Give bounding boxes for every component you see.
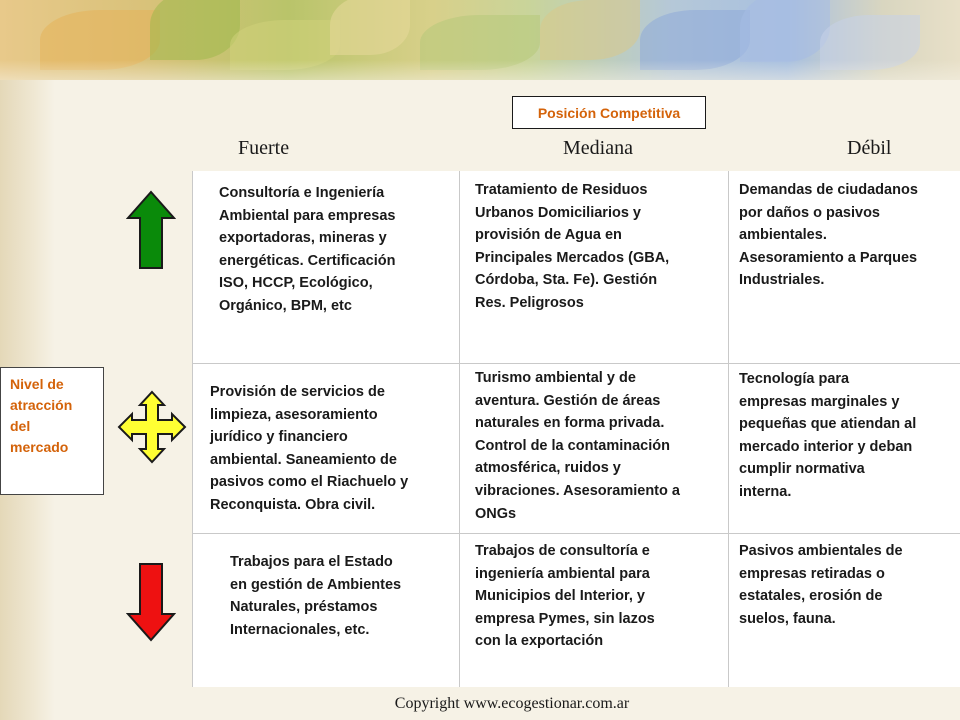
cell-line: empresa Pymes, sin lazos [475,610,655,627]
cell-line: cumplir normativa [739,461,865,478]
matrix-cell-high-strong [219,182,396,318]
column-header-debil: Débil [847,137,892,159]
row-divider [193,363,960,364]
cell-line: por daños o pasivos [739,204,880,221]
cell-line: Orgánico, BPM, etc [219,297,352,314]
down-arrow-icon [126,562,176,642]
up-arrow-icon [126,190,176,270]
matrix-cell-low-strong [230,551,401,641]
cell-line: ONGs [475,505,517,522]
cell-line: Internacionales, etc. [230,621,370,638]
cell-line: pequeñas que atiendan al [739,416,917,433]
column-divider [728,171,729,687]
matrix-cell-low-medium [475,540,655,653]
matrix-cell-medium-medium [475,367,680,525]
cell-line: Control de la contaminación [475,437,670,454]
four-way-arrow-icon [117,390,187,464]
cell-line: empresas marginales y [739,393,900,410]
cell-line: Urbanos Domiciliarios y [475,204,641,221]
cell-line: Provisión de servicios de [210,384,385,400]
cell-line: Demandas de ciudadanos [739,182,918,198]
cell-line: suelos, fauna. [739,610,836,627]
axis-label-line: mercado [10,439,69,455]
competitive-matrix [192,171,960,687]
matrix-cell-low-weak [739,540,903,630]
cell-line: energéticas. Certificación [219,252,396,269]
copyright-footer: Copyright www.ecogestionar.com.ar [394,695,630,712]
axis-label-line: Nivel de [10,376,64,392]
cell-line: Consultoría e Ingeniería [219,185,385,201]
cell-line: Trabajos de consultoría e [475,543,650,559]
cell-line: ambiental. Saneamiento de [210,451,397,468]
matrix-cell-high-medium [475,179,669,315]
row-divider [193,533,960,534]
cell-line: con la exportación [475,633,604,650]
cell-line: Municipios del Interior, y [475,588,645,605]
axis-label-line: atracción [10,397,73,413]
cell-line: Asesoramiento a Parques [739,249,918,266]
column-divider [459,171,460,687]
competitive-position-label: Posición Competitiva [512,96,706,129]
cell-line: limpieza, asesoramiento [210,406,378,423]
cell-line: Trabajos para el Estado [230,554,393,570]
cell-line: Reconquista. Obra civil. [210,496,376,513]
cell-line: interna. [739,483,792,500]
cell-line: provisión de Agua en [475,227,622,244]
cell-line: Córdoba, Sta. Fe). Gestión [475,272,658,289]
cell-line: mercado interior y deban [739,438,913,455]
cell-line: jurídico y financiero [210,429,348,446]
cell-line: Ambiental para empresas [219,207,396,224]
cell-line: aventura. Gestión de áreas [475,392,661,409]
cell-line: ingeniería ambiental para [475,565,650,582]
cell-line: en gestión de Ambientes [230,576,402,593]
cell-line: Tecnología para [739,371,850,387]
cell-line: atmosférica, ruidos y [475,460,621,477]
column-header-fuerte: Fuerte [238,137,290,159]
cell-line: Naturales, préstamos [230,599,378,616]
matrix-cell-medium-weak [739,368,916,504]
matrix-cell-medium-strong [210,381,408,517]
matrix-cell-high-weak [739,179,918,292]
cell-line: ambientales. [739,227,827,244]
cell-line: Principales Mercados (GBA, [475,249,670,266]
axis-label-line: del [10,418,31,434]
banner-fade [0,60,960,100]
cell-line: Turismo ambiental y de [475,370,636,386]
column-header-mediana: Mediana [563,137,633,159]
cell-line: pasivos como el Riachuelo y [210,474,409,491]
cell-line: Industriales. [739,272,825,289]
cell-line: estatales, erosión de [739,588,883,605]
cell-line: vibraciones. Asesoramiento a [475,482,680,499]
cell-line: ISO, HCCP, Ecológico, [219,275,373,292]
cell-line: Pasivos ambientales de [739,543,903,559]
cell-line: Res. Peligrosos [475,294,584,311]
cell-line: Tratamiento de Residuos [475,182,648,198]
market-attractiveness-axis-label [0,367,104,495]
cell-line: empresas retiradas o [739,565,885,582]
cell-line: naturales en forma privada. [475,415,665,432]
cell-line: exportadoras, mineras y [219,230,387,247]
